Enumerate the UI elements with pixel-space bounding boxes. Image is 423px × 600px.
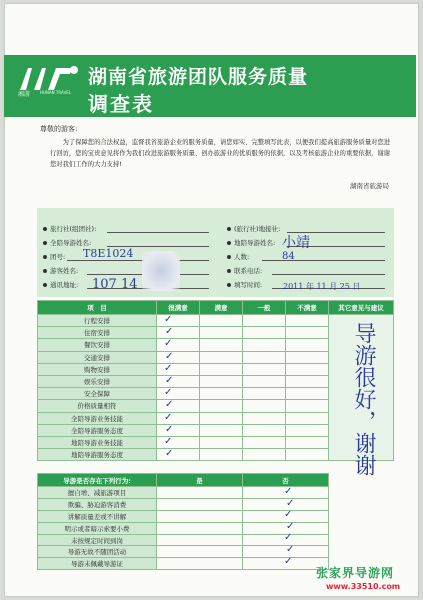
check-mark-icon: ✓	[165, 423, 174, 435]
cell[interactable]	[286, 363, 329, 375]
cell[interactable]	[286, 315, 329, 327]
check-mark-icon: ✓	[165, 375, 174, 386]
cell[interactable]	[157, 351, 200, 363]
behavior-header-row	[38, 474, 329, 487]
cell[interactable]	[157, 534, 243, 546]
group-field	[43, 224, 96, 233]
cell[interactable]	[243, 375, 286, 387]
signature: 湖南省旅游局	[350, 182, 389, 190]
letter-paragraph	[50, 137, 395, 170]
cell[interactable]	[157, 558, 243, 570]
bullet-icon	[227, 269, 231, 273]
check-mark-icon: ✓	[164, 387, 173, 399]
cell[interactable]	[243, 424, 286, 436]
people-field	[227, 252, 249, 261]
guide-field	[43, 238, 91, 247]
cell[interactable]	[200, 351, 243, 363]
row-label: 交通安排	[38, 351, 157, 363]
cell[interactable]	[200, 449, 243, 461]
bullet-icon	[227, 255, 231, 259]
cell[interactable]	[243, 363, 286, 375]
bullet-icon	[43, 283, 47, 287]
bullet-icon	[43, 255, 47, 259]
cell[interactable]	[157, 315, 200, 327]
local-agency-label: (旅行社)地接社:	[234, 225, 281, 233]
check-mark-icon: ✓	[286, 497, 295, 509]
row-label: 地陪导游业务技能	[38, 436, 157, 448]
row-label: 餐饮安排	[38, 339, 157, 351]
group-no-field	[43, 252, 65, 261]
address-label: 通讯地址:	[50, 281, 79, 289]
cell[interactable]	[157, 487, 243, 499]
check-mark-icon: ✓	[165, 399, 174, 411]
cell[interactable]	[157, 412, 200, 424]
tourist-name-field	[43, 266, 78, 275]
check-mark-icon: ✓	[284, 509, 293, 521]
check-mark-icon: ✓	[286, 520, 295, 532]
check-mark-icon: ✓	[286, 544, 295, 555]
row-label: 欺骗、胁迫游客消费	[38, 498, 157, 510]
bullet-icon	[43, 269, 47, 273]
phone-label: 联系电话:	[234, 267, 263, 275]
col-yes: 是	[157, 474, 243, 487]
watermark-url: www.33510.com	[326, 582, 401, 591]
bullet-icon	[227, 283, 231, 287]
cell[interactable]	[200, 315, 243, 327]
cell[interactable]	[200, 375, 243, 387]
people-line[interactable]	[262, 260, 385, 261]
cell[interactable]	[286, 424, 329, 436]
people-label: 人数:	[234, 253, 250, 261]
local-guide-field	[227, 238, 275, 247]
col-no: 否	[243, 474, 329, 487]
cell[interactable]	[157, 498, 243, 510]
row-label: 导游无故不随团活动	[38, 546, 157, 558]
cell[interactable]	[157, 436, 200, 448]
guide-label: 全陪导游姓名:	[50, 239, 92, 247]
letter-text: 为了保障您的合法权益，监督我省旅游企业的服务质量，请您如实、完整填写此表，以便我们提高旅游服务质量对您进行回访，您的宝贵意见将作为我们改进旅游服务质量、创办旅游业的优质服务的依据，以及考核旅游企业的重要依据，谢谢您对我们工作的大力支持!	[50, 139, 391, 168]
cell[interactable]	[243, 327, 286, 339]
check-mark-icon: ✓	[284, 555, 293, 567]
col-suggestion: 其它意见与建议	[329, 301, 394, 315]
row-label: 娱乐安排	[38, 375, 157, 387]
cell[interactable]	[286, 400, 329, 412]
cell[interactable]	[286, 351, 329, 363]
local-agency-field	[227, 224, 280, 233]
check-mark-icon: ✓	[284, 486, 293, 497]
bullet-icon	[227, 241, 231, 245]
phone-line[interactable]	[272, 274, 385, 275]
cell[interactable]	[157, 327, 200, 339]
group-no-line[interactable]	[67, 260, 209, 261]
cell[interactable]	[157, 522, 243, 534]
check-mark-icon: ✓	[164, 314, 173, 325]
date-label: 填写时间:	[234, 281, 263, 289]
cell[interactable]	[243, 400, 286, 412]
group-line[interactable]	[107, 232, 209, 233]
row-label: 住宿安排	[38, 327, 157, 339]
row-label: 全陪导游服务态度	[38, 424, 157, 436]
row-label: 明示或者暗示索要小费	[38, 522, 157, 534]
cell[interactable]	[286, 449, 329, 461]
row-label: 全陪导游业务技能	[38, 412, 157, 424]
row-label: 擅自增、减旅游项目	[38, 487, 157, 499]
people-handwriting: 84	[282, 251, 295, 262]
logo-subtext: HUNAN TRAVEL	[40, 90, 71, 95]
row-label: 价格质量相符	[38, 400, 157, 412]
hunan-logo-icon	[14, 60, 84, 110]
phone-field	[227, 266, 262, 275]
cell[interactable]	[243, 351, 286, 363]
col-average: 一般	[243, 301, 286, 315]
col-unsatisfied: 不满意	[286, 301, 329, 315]
address-handwriting: 107 14	[92, 277, 138, 292]
check-mark-icon: ✓	[284, 532, 293, 544]
cell[interactable]	[243, 449, 286, 461]
rating-header-row	[38, 301, 394, 315]
date-field	[227, 280, 262, 289]
row-label: 安全保障	[38, 388, 157, 400]
cell[interactable]	[157, 546, 243, 558]
cell[interactable]	[286, 375, 329, 387]
suggestion-handwriting: 导游很好，谢谢	[351, 322, 376, 476]
greeting: 尊敬的游客:	[40, 125, 78, 133]
cell[interactable]	[286, 412, 329, 424]
header-banner	[4, 55, 416, 117]
cell[interactable]	[286, 327, 329, 339]
address-field	[43, 280, 78, 289]
cell[interactable]	[286, 436, 329, 448]
cell[interactable]	[200, 388, 243, 400]
cell[interactable]	[200, 400, 243, 412]
cell[interactable]	[200, 412, 243, 424]
row-label: 导游未佩戴导游证	[38, 558, 157, 570]
cell[interactable]	[157, 388, 200, 400]
check-mark-icon: ✓	[164, 436, 173, 447]
cell[interactable]	[157, 449, 200, 461]
logo-text: 湘游	[18, 91, 31, 98]
section2-title: 导游是否存在下列行为:	[38, 474, 157, 487]
redacted-area	[142, 251, 180, 291]
local-guide-label: 地陪导游姓名:	[234, 239, 276, 247]
check-mark-icon: ✓	[164, 362, 173, 374]
check-mark-icon: ✓	[164, 411, 173, 423]
cell[interactable]	[286, 388, 329, 400]
cell[interactable]	[286, 339, 329, 351]
group-label: 旅行社(组团社):	[50, 225, 97, 233]
bullet-icon	[43, 241, 47, 245]
tourist-name-label: 游客姓名:	[50, 267, 79, 275]
cell[interactable]	[157, 363, 200, 375]
cell[interactable]	[243, 339, 286, 351]
cell[interactable]	[243, 412, 286, 424]
check-mark-icon: ✓	[165, 448, 174, 460]
bullet-icon	[227, 227, 231, 231]
check-mark-icon: ✓	[165, 326, 174, 338]
cell[interactable]	[243, 436, 286, 448]
cell[interactable]	[243, 388, 286, 400]
cell[interactable]	[157, 339, 200, 351]
cell[interactable]	[243, 315, 286, 327]
cell[interactable]	[200, 327, 243, 339]
bullet-icon	[43, 227, 47, 231]
watermark-site: 张家界导游网	[316, 566, 395, 580]
title-line2: 调查表	[88, 92, 154, 116]
group-no-handwriting: T8E1024	[83, 247, 134, 260]
date-handwriting: 2011 年 11 月 25 日	[283, 282, 361, 291]
cell[interactable]	[157, 400, 200, 412]
row-label: 讲解质量差或不讲解	[38, 510, 157, 522]
cell[interactable]	[200, 424, 243, 436]
check-mark-icon: ✓	[165, 350, 174, 362]
local-guide-handwriting: 小靖	[282, 235, 310, 251]
cell[interactable]	[157, 424, 200, 436]
row-label: 地陪导游服务态度	[38, 449, 157, 461]
cell[interactable]	[200, 436, 243, 448]
row-label: 行程安排	[38, 315, 157, 327]
cell[interactable]	[157, 375, 200, 387]
row-label: 购物安排	[38, 363, 157, 375]
col-item: 项 目	[38, 301, 157, 315]
check-mark-icon: ✓	[164, 338, 173, 350]
group-no-label: 团号:	[50, 253, 66, 261]
col-satisfied: 满意	[200, 301, 243, 315]
title-line1: 湖南省旅游团队服务质量	[88, 66, 309, 88]
row-label: 未按规定时间到岗	[38, 534, 157, 546]
cell[interactable]	[200, 339, 243, 351]
cell[interactable]	[157, 510, 243, 522]
cell[interactable]	[200, 363, 243, 375]
col-very-satisfied: 很满意	[157, 301, 200, 315]
